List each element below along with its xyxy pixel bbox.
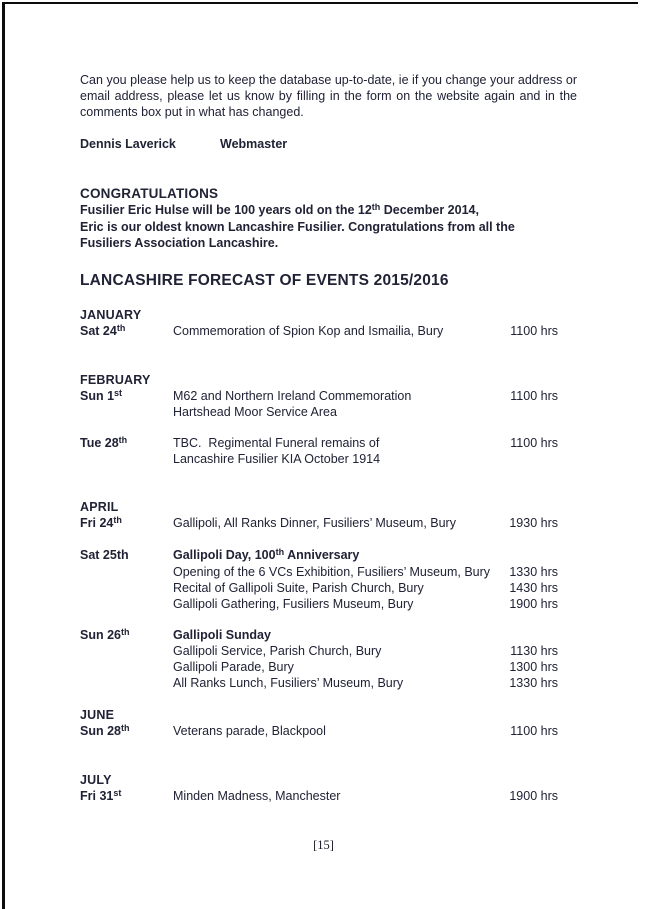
event-description: Minden Madness, Manchester [173, 789, 341, 803]
event-time: 1900 hrs [509, 789, 558, 803]
event-entry [80, 323, 558, 340]
month-group [80, 499, 558, 691]
events-list [80, 307, 558, 805]
event-time: 1130 hrs [510, 644, 558, 658]
event-details [173, 435, 558, 467]
signature-line [80, 136, 577, 152]
event-time: 1900 hrs [509, 597, 558, 611]
event-row [173, 596, 558, 612]
event-entry [80, 627, 558, 691]
congratulations-heading: CONGRATULATIONS [80, 186, 219, 201]
ordinal-superscript: th [371, 201, 381, 212]
event-entry [80, 435, 558, 467]
event-description: Gallipoli Service, Parish Church, Bury [173, 644, 382, 658]
event-row [173, 788, 558, 804]
event-entry [80, 388, 558, 420]
ordinal-superscript: th [275, 546, 285, 557]
event-time: 1100 hrs [510, 436, 558, 450]
event-time: 1430 hrs [509, 581, 558, 595]
event-title: Gallipoli Day, 100th Anniversary [173, 546, 360, 562]
forecast-heading: LANCASHIRE FORECAST OF EVENTS 2015/2016 [80, 272, 449, 289]
event-time: 1100 hrs [510, 324, 558, 338]
event-description: Gallipoli Gathering, Fusiliers Museum, Bury [173, 597, 414, 611]
congratulations-line-2: Eric is our oldest known Lancashire Fusilier. Congratulations from all the [80, 220, 515, 234]
event-date: Sat 25th [80, 548, 129, 562]
month-label: APRIL [80, 500, 119, 514]
event-date: Sun 26th [80, 626, 130, 642]
ordinal-superscript: st [114, 387, 123, 398]
event-row [173, 515, 558, 531]
event-details [173, 323, 558, 340]
ordinal-superscript: th [113, 514, 122, 525]
event-details [173, 723, 558, 740]
event-description: Hartshead Moor Service Area [173, 405, 337, 419]
event-details [173, 547, 558, 612]
event-row [173, 435, 558, 451]
event-date: Fri 31st [80, 787, 122, 803]
event-entry [80, 723, 558, 740]
event-row [173, 564, 558, 580]
signature-name: Dennis Laverick [80, 137, 176, 151]
event-details [173, 788, 558, 805]
congratulations-section [80, 186, 577, 251]
event-entry [80, 547, 558, 612]
event-row [173, 675, 558, 691]
event-description: Veterans parade, Blackpool [173, 724, 326, 738]
event-description: TBC. Regimental Funeral remains of [173, 436, 380, 450]
signature-role: Webmaster [220, 137, 288, 151]
event-entry [80, 515, 558, 532]
month-label: JANUARY [80, 308, 142, 322]
document-page [80, 72, 577, 805]
month-group [80, 707, 558, 740]
page-number: [15] [313, 838, 334, 852]
event-description: Recital of Gallipoli Suite, Parish Church, Bury [173, 581, 424, 595]
event-date: Sun 28th [80, 722, 130, 738]
month-label: FEBRUARY [80, 373, 151, 387]
event-date: Tue 28th [80, 434, 128, 450]
event-description: Opening of the 6 VCs Exhibition, Fusiliers’ Museum, Bury [173, 565, 491, 579]
month-label: JULY [80, 773, 112, 787]
event-description: Commemoration of Spion Kop and Ismailia, Bury [173, 324, 444, 338]
event-description: All Ranks Lunch, Fusiliers’ Museum, Bury [173, 676, 404, 690]
event-description: Lancashire Fusilier KIA October 1914 [173, 452, 381, 466]
ordinal-superscript: th [121, 722, 130, 733]
event-description: M62 and Northern Ireland Commemoration [173, 389, 412, 403]
event-details [173, 627, 558, 691]
event-row [173, 451, 558, 467]
event-row [173, 323, 558, 339]
event-date: Sun 1st [80, 387, 123, 403]
congratulations-line-1: Fusilier Eric Hulse will be 100 years old on the 12th December 2014, [80, 201, 479, 217]
event-title: Gallipoli Sunday [173, 628, 271, 642]
event-row [173, 643, 558, 659]
event-time: 1300 hrs [509, 660, 558, 674]
event-time: 1330 hrs [509, 565, 558, 579]
event-time [500, 451, 558, 467]
event-time: 1930 hrs [509, 516, 558, 530]
ordinal-superscript: th [118, 434, 128, 445]
event-details [173, 388, 558, 420]
month-group [80, 372, 558, 467]
event-description: Gallipoli Parade, Bury [173, 660, 294, 674]
month-group [80, 772, 558, 805]
event-entry [80, 788, 558, 805]
event-time: 1330 hrs [509, 676, 558, 690]
event-date: Sat 24th [80, 322, 126, 338]
ordinal-superscript: th [121, 626, 130, 637]
month-label: JUNE [80, 708, 115, 722]
event-row [173, 723, 558, 739]
event-row [173, 580, 558, 596]
event-row [173, 388, 558, 404]
intro-paragraph: Can you please help us to keep the database up-to-date, ie if you change your address or email address, please let us know by filling in the form on the website again and in the comments box put in what has changed. [80, 73, 577, 119]
page-border-left [2, 2, 5, 909]
event-details [173, 515, 558, 532]
event-description: Gallipoli, All Ranks Dinner, Fusiliers’ Museum, Bury [173, 516, 456, 530]
event-time: 1100 hrs [510, 724, 558, 738]
month-group [80, 307, 558, 340]
event-date: Fri 24th [80, 514, 122, 530]
congratulations-line-3: Fusiliers Association Lancashire. [80, 236, 279, 250]
page-border-top [2, 2, 638, 4]
event-row [173, 404, 558, 420]
event-time: 1100 hrs [510, 389, 558, 403]
ordinal-superscript: th [116, 322, 126, 333]
ordinal-superscript: st [113, 787, 122, 798]
event-row [173, 659, 558, 675]
event-time [500, 404, 558, 420]
